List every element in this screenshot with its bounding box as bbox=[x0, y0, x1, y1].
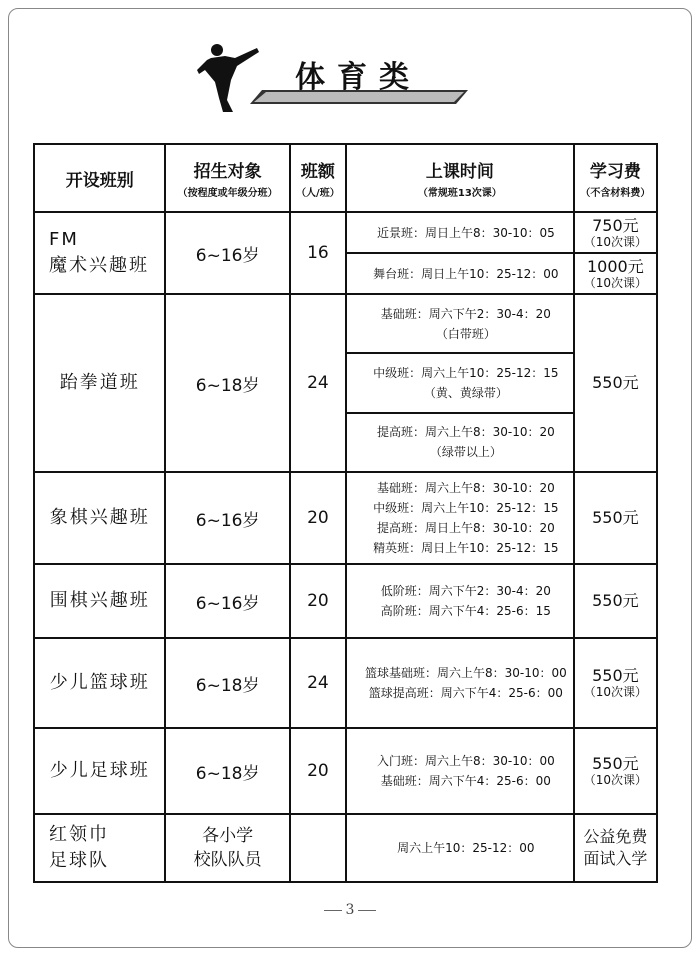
section-header bbox=[195, 40, 485, 120]
table-header-row bbox=[34, 144, 657, 212]
fee-cell: 公益免费 面试入学 bbox=[574, 814, 657, 882]
header-target: 招生对象 （按程度或年级分班） bbox=[165, 144, 289, 212]
class-quota: 20 bbox=[290, 728, 346, 814]
target-age: 6~16岁 bbox=[165, 472, 289, 564]
page-number: 3 bbox=[345, 902, 355, 918]
class-quota: 20 bbox=[290, 564, 346, 638]
header-class: 开设班别 bbox=[34, 144, 165, 212]
target-age: 6~16岁 bbox=[165, 564, 289, 638]
target-age: 6~18岁 bbox=[165, 728, 289, 814]
class-name: 跆拳道班 bbox=[34, 294, 165, 472]
section-title: 体育类 bbox=[295, 60, 421, 95]
class-name: 红领巾 足球队 bbox=[34, 814, 165, 882]
fee-cell: 550元 bbox=[574, 294, 657, 472]
class-name: 象棋兴趣班 bbox=[34, 472, 165, 564]
schedule-cell: 基础班：周六上午8：30-10：20 中级班：周六上午10：25-12：15 提高班：周日上午8：30-10：20 精英班：周日上午10：25-12：15 bbox=[346, 472, 574, 564]
table-row bbox=[34, 294, 657, 472]
target-age: 6~18岁 bbox=[165, 638, 289, 728]
fee-cell: 550元 bbox=[574, 472, 657, 564]
class-quota: 24 bbox=[290, 638, 346, 728]
target-age: 6~16岁 bbox=[165, 212, 289, 294]
schedule-cell: 篮球基础班：周六上午8：30-10：00 篮球提高班：周六下午4：25-6：00 bbox=[346, 638, 574, 728]
class-quota bbox=[290, 814, 346, 882]
table-row bbox=[34, 212, 657, 294]
class-name: 少儿篮球班 bbox=[34, 638, 165, 728]
table-row bbox=[34, 564, 657, 638]
target-group: 各小学 校队队员 bbox=[165, 814, 289, 882]
table-row bbox=[34, 814, 657, 882]
table-row bbox=[34, 472, 657, 564]
header-time: 上课时间 （常规班13次课） bbox=[346, 144, 574, 212]
table-row bbox=[34, 728, 657, 814]
class-name: 围棋兴趣班 bbox=[34, 564, 165, 638]
header-fee: 学习费 （不含材料费） bbox=[574, 144, 657, 212]
class-name: FM 魔术兴趣班 bbox=[34, 212, 165, 294]
schedule-cell: 周六上午10：25-12：00 bbox=[346, 814, 574, 882]
schedule-cell: 近景班：周日上午8：30-10：05 舞台班：周日上午10：25-12：00 bbox=[346, 212, 574, 294]
schedule-cell: 基础班：周六下午2：30-4：20 （白带班） 中级班：周六上午10：25-12：15 （黄、黄绿带） 提高班：周六上午8：30-10：20 （绿带以上） bbox=[346, 294, 574, 472]
class-quota: 16 bbox=[290, 212, 346, 294]
class-quota: 24 bbox=[290, 294, 346, 472]
course-table bbox=[33, 143, 658, 883]
header-quota: 班额 （人/班） bbox=[290, 144, 346, 212]
schedule-cell: 入门班：周六上午8：30-10：00 基础班：周六下午4：25-6：00 bbox=[346, 728, 574, 814]
class-quota: 20 bbox=[290, 472, 346, 564]
fee-cell: 750元 （10次课） 1000元 （10次课） bbox=[574, 212, 657, 294]
fee-cell: 550元 （10次课） bbox=[574, 638, 657, 728]
fee-cell: 550元 bbox=[574, 564, 657, 638]
schedule-cell: 低阶班：周六下午2：30-4：20 高阶班：周六下午4：25-6：15 bbox=[346, 564, 574, 638]
fee-cell: 550元 （10次课） bbox=[574, 728, 657, 814]
target-age: 6~18岁 bbox=[165, 294, 289, 472]
class-name: 少儿足球班 bbox=[34, 728, 165, 814]
table-row bbox=[34, 638, 657, 728]
page-footer bbox=[0, 902, 700, 918]
